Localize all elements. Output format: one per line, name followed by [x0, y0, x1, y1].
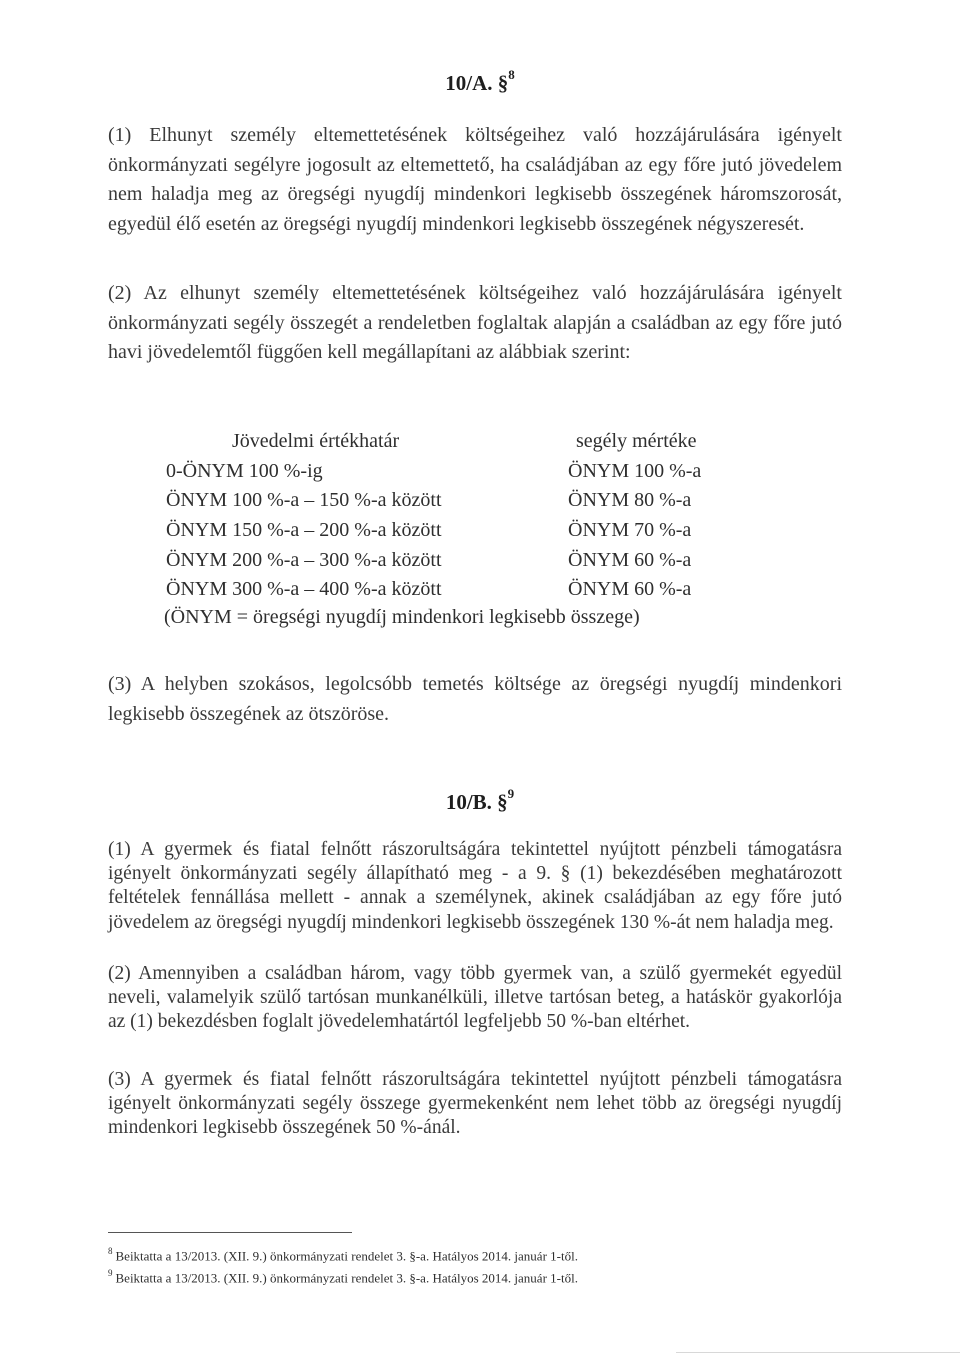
paragraph-10a-2: (2) Az elhunyt személy eltemettetésének költségeihez való hozzájárulására igényelt önkormányzati segély összegét a rendeletben foglaltak alapján a családban az egy főre jutó havi jövedelemtől függően kell megállapítani az alábbiak szerint: [108, 282, 842, 363]
footnote [108, 1243, 808, 1265]
table-cell-benefit: ÖNYM 100 %-a [568, 459, 702, 482]
footnote-text: Beiktatta a 13/2013. (XII. 9.) önkormányzati rendelet 3. §-a. Hatályos 2014. január 1-től. [115, 1270, 578, 1286]
table-cell-income: ÖNYM 100 %-a – 150 %-a között [166, 489, 442, 512]
table-header-benefit-amount: segély mértéke [576, 430, 697, 452]
table-cell-income: ÖNYM 300 %-a – 400 %-a között [166, 578, 442, 601]
footnote-number: 9 [108, 1268, 113, 1279]
table-header-income-limit: Jövedelmi értékhatár [232, 430, 400, 452]
table-header-row [166, 427, 766, 457]
footnote-text: Beiktatta a 13/2013. (XII. 9.) önkormányzati rendelet 3. §-a. Hatályos 2014. január 1-től. [115, 1248, 578, 1264]
footnote [108, 1265, 808, 1287]
section-heading-text: 10/A. § [445, 71, 509, 95]
paragraph-10b-2: (2) Amennyiben a családban három, vagy több gyermek van, a szülő gyermekét egyedül neveli, valamelyik szülő tartósan munkanélküli, illetve tartósan beteg, a hatáskör gyakorlója az (1) bekezdésben foglalt jövedelemhatártól legfeljebb 50 %-ban eltérhet. [108, 963, 842, 1033]
table-cell-benefit: ÖNYM 60 %-a [568, 548, 692, 571]
table-row [166, 575, 766, 605]
table-cell-income: 0-ÖNYM 100 %-ig [166, 459, 323, 482]
footnotes [108, 1243, 808, 1288]
section-heading-10b [0, 786, 960, 815]
table-legend: (ÖNYM = öregségi nyugdíj mindenkori legkisebb összege) [164, 606, 640, 628]
paragraph-10b-3: (3) A gyermek és fiatal felnőtt rászorultságára tekintettel nyújtott pénzbeli támogatásra igényelt önkormányzati segély összege gyermekenként nem lehet több az öregségi nyugdíj mindenkori legkisebb összegének 50 %-ánál. [108, 1069, 842, 1139]
footnote-number: 8 [108, 1246, 113, 1256]
section-heading-text: 10/B. § [445, 790, 508, 814]
table-row [166, 457, 766, 487]
table-cell-benefit: ÖNYM 80 %-a [568, 489, 692, 512]
table-cell-benefit: ÖNYM 70 %-a [568, 519, 692, 542]
paragraph-10a-3: (3) A helyben szokásos, legolcsóbb temetés költsége az öregségi nyugdíj mindenkori legkisebb összegének az ötszöröse. [108, 673, 842, 725]
footnote-divider [108, 1232, 352, 1233]
table-cell-benefit: ÖNYM 60 %-a [568, 578, 692, 601]
page-edge-line [676, 1352, 960, 1353]
benefit-table [166, 427, 766, 605]
table-row [166, 486, 766, 516]
table-cell-income: ÖNYM 150 %-a – 200 %-a között [166, 519, 442, 542]
paragraph-10b-1: (1) A gyermek és fiatal felnőtt rászorultságára tekintettel nyújtott pénzbeli támogatásra igényelt önkormányzati segély állapítható meg - a 9. § (1) bekezdésében meghatározott feltételek fennállása mellett - annak a személynek, akinek családjában az egy főre jutó jövedelem az öregségi nyugdíj mindenkori legkisebb összegének 130 %-át nem haladja meg. [108, 839, 842, 933]
section-heading-10a [0, 67, 960, 96]
paragraph-10a-1: (1) Elhunyt személy eltemettetésének költségeihez való hozzájárulására igényelt önkormányzati segélyre jogosult az eltemettető, ha családjában az egy főre jutó jövedelem nem haladja meg az öregségi nyugdíj mindenkori legkisebb összegének háromszorosát, egyedül élő esetén az öregségi nyugdíj mindenkori legkisebb összegének négyszeresét. [108, 124, 842, 235]
table-cell-income: ÖNYM 200 %-a – 300 %-a között [166, 548, 442, 571]
table-row [166, 546, 766, 576]
footnote-ref: 9 [507, 786, 515, 801]
footnote-ref: 8 [508, 67, 515, 82]
table-row [166, 516, 766, 546]
